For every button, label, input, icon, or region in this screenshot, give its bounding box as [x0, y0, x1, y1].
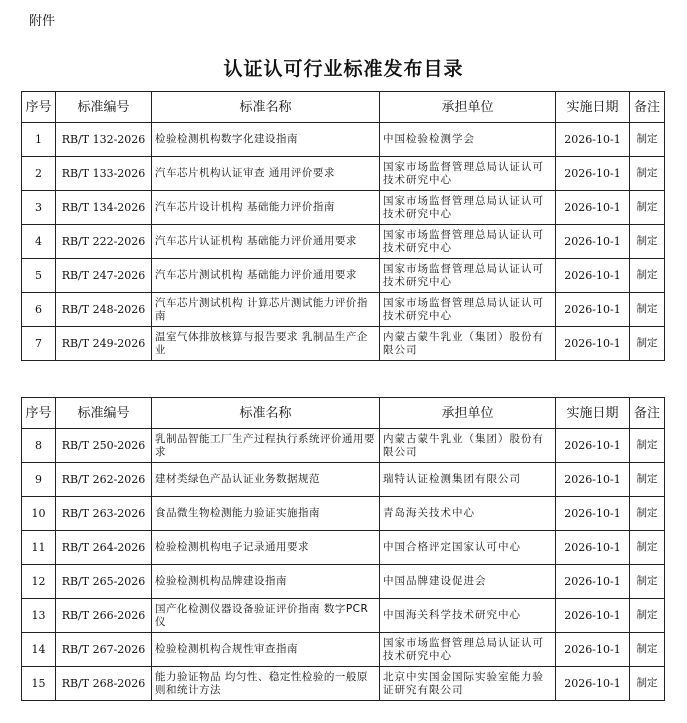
cell-responsible-unit: 中国品牌建设促进会: [380, 565, 556, 599]
col-header-remark: 备注: [630, 398, 665, 429]
table-header-row: [22, 92, 665, 123]
cell-standard-code: RB/T 265-2026: [56, 565, 152, 599]
cell-standard-name: 能力验证物品 均匀性、稳定性检验的一般原则和统计方法: [152, 667, 380, 701]
cell-responsible-unit: 瑞特认证检测集团有限公司: [380, 463, 556, 497]
document-title: 认证认可行业标准发布目录: [223, 58, 464, 80]
cell-responsible-unit: 北京中实国金国际实验室能力验证研究有限公司: [380, 667, 556, 701]
attachment-label: 附件: [29, 14, 56, 29]
cell-no: 13: [22, 599, 56, 633]
cell-responsible-unit: 国家市场监督管理总局认证认可技术研究中心: [380, 191, 556, 225]
col-header-unit: 承担单位: [380, 92, 556, 123]
col-header-remark: 备注: [630, 92, 665, 123]
cell-remark: 制定: [630, 123, 665, 157]
cell-implementation-date: 2026-10-1: [556, 259, 630, 293]
cell-standard-name: 汽车芯片机构认证审查 通用评价要求: [152, 157, 380, 191]
cell-remark: 制定: [630, 497, 665, 531]
cell-standard-name: 国产化检测仪器设备验证评价指南 数字PCR仪: [152, 599, 380, 633]
cell-implementation-date: 2026-10-1: [556, 327, 630, 361]
col-header-name: 标准名称: [152, 92, 380, 123]
cell-implementation-date: 2026-10-1: [556, 191, 630, 225]
cell-standard-code: RB/T 263-2026: [56, 497, 152, 531]
table-row: [22, 225, 665, 259]
cell-standard-code: RB/T 264-2026: [56, 531, 152, 565]
cell-standard-code: RB/T 133-2026: [56, 157, 152, 191]
table-row: [22, 157, 665, 191]
cell-standard-name: 检验检测机构品牌建设指南: [152, 565, 380, 599]
standards-table-part2: [21, 397, 665, 701]
cell-standard-name: 汽车芯片测试机构 基础能力评价通用要求: [152, 259, 380, 293]
cell-remark: 制定: [630, 531, 665, 565]
table-row: [22, 259, 665, 293]
col-header-date: 实施日期: [556, 398, 630, 429]
cell-no: 12: [22, 565, 56, 599]
cell-standard-code: RB/T 268-2026: [56, 667, 152, 701]
cell-no: 14: [22, 633, 56, 667]
cell-remark: 制定: [630, 225, 665, 259]
cell-standard-name: 温室气体排放核算与报告要求 乳制品生产企业: [152, 327, 380, 361]
cell-standard-code: RB/T 132-2026: [56, 123, 152, 157]
col-header-code: 标准编号: [56, 398, 152, 429]
cell-remark: 制定: [630, 191, 665, 225]
cell-standard-name: 汽车芯片测试机构 计算芯片测试能力评价指南: [152, 293, 380, 327]
cell-implementation-date: 2026-10-1: [556, 157, 630, 191]
cell-no: 8: [22, 429, 56, 463]
col-header-no: 序号: [22, 398, 56, 429]
cell-remark: 制定: [630, 599, 665, 633]
cell-standard-code: RB/T 134-2026: [56, 191, 152, 225]
cell-standard-name: 汽车芯片认证机构 基础能力评价通用要求: [152, 225, 380, 259]
cell-responsible-unit: 中国检验检测学会: [380, 123, 556, 157]
cell-standard-name: 汽车芯片设计机构 基础能力评价指南: [152, 191, 380, 225]
cell-remark: 制定: [630, 429, 665, 463]
table-row: [22, 463, 665, 497]
cell-implementation-date: 2026-10-1: [556, 225, 630, 259]
cell-standard-code: RB/T 248-2026: [56, 293, 152, 327]
table-row: [22, 633, 665, 667]
cell-remark: 制定: [630, 667, 665, 701]
cell-standard-code: RB/T 222-2026: [56, 225, 152, 259]
cell-implementation-date: 2026-10-1: [556, 633, 630, 667]
cell-responsible-unit: 国家市场监督管理总局认证认可技术研究中心: [380, 293, 556, 327]
cell-standard-name: 检验检测机构数字化建设指南: [152, 123, 380, 157]
cell-standard-code: RB/T 266-2026: [56, 599, 152, 633]
cell-implementation-date: 2026-10-1: [556, 123, 630, 157]
cell-remark: 制定: [630, 293, 665, 327]
table-header-row: [22, 398, 665, 429]
col-header-code: 标准编号: [56, 92, 152, 123]
cell-implementation-date: 2026-10-1: [556, 497, 630, 531]
cell-remark: 制定: [630, 327, 665, 361]
cell-no: 2: [22, 157, 56, 191]
cell-standard-code: RB/T 267-2026: [56, 633, 152, 667]
cell-standard-code: RB/T 262-2026: [56, 463, 152, 497]
cell-standard-code: RB/T 247-2026: [56, 259, 152, 293]
cell-no: 4: [22, 225, 56, 259]
standards-table-part1: [21, 91, 665, 361]
cell-no: 7: [22, 327, 56, 361]
table-row: [22, 191, 665, 225]
cell-remark: 制定: [630, 633, 665, 667]
col-header-date: 实施日期: [556, 92, 630, 123]
cell-responsible-unit: 内蒙古蒙牛乳业（集团）股份有限公司: [380, 429, 556, 463]
cell-responsible-unit: 国家市场监督管理总局认证认可技术研究中心: [380, 633, 556, 667]
cell-implementation-date: 2026-10-1: [556, 463, 630, 497]
cell-standard-code: RB/T 249-2026: [56, 327, 152, 361]
cell-standard-code: RB/T 250-2026: [56, 429, 152, 463]
col-header-no: 序号: [22, 92, 56, 123]
cell-responsible-unit: 青岛海关技术中心: [380, 497, 556, 531]
cell-responsible-unit: 中国合格评定国家认可中心: [380, 531, 556, 565]
col-header-name: 标准名称: [152, 398, 380, 429]
cell-no: 1: [22, 123, 56, 157]
table-row: [22, 565, 665, 599]
cell-no: 6: [22, 293, 56, 327]
cell-no: 3: [22, 191, 56, 225]
cell-no: 10: [22, 497, 56, 531]
cell-standard-name: 建材类绿色产品认证业务数据规范: [152, 463, 380, 497]
table-row: [22, 497, 665, 531]
table-row: [22, 667, 665, 701]
cell-remark: 制定: [630, 565, 665, 599]
cell-standard-name: 乳制品智能工厂生产过程执行系统评价通用要求: [152, 429, 380, 463]
col-header-unit: 承担单位: [380, 398, 556, 429]
cell-standard-name: 食品微生物检测能力验证实施指南: [152, 497, 380, 531]
cell-responsible-unit: 中国海关科学技术研究中心: [380, 599, 556, 633]
cell-standard-name: 检验检测机构电子记录通用要求: [152, 531, 380, 565]
table-row: [22, 327, 665, 361]
cell-remark: 制定: [630, 259, 665, 293]
table-row: [22, 123, 665, 157]
table-row: [22, 599, 665, 633]
cell-remark: 制定: [630, 463, 665, 497]
cell-no: 9: [22, 463, 56, 497]
cell-responsible-unit: 国家市场监督管理总局认证认可技术研究中心: [380, 157, 556, 191]
cell-implementation-date: 2026-10-1: [556, 531, 630, 565]
cell-implementation-date: 2026-10-1: [556, 293, 630, 327]
cell-remark: 制定: [630, 157, 665, 191]
table-row: [22, 531, 665, 565]
cell-implementation-date: 2026-10-1: [556, 667, 630, 701]
cell-responsible-unit: 内蒙古蒙牛乳业（集团）股份有限公司: [380, 327, 556, 361]
cell-no: 11: [22, 531, 56, 565]
cell-standard-name: 检验检测机构合规性审查指南: [152, 633, 380, 667]
cell-implementation-date: 2026-10-1: [556, 599, 630, 633]
cell-implementation-date: 2026-10-1: [556, 429, 630, 463]
table-row: [22, 293, 665, 327]
cell-responsible-unit: 国家市场监督管理总局认证认可技术研究中心: [380, 259, 556, 293]
table-row: [22, 429, 665, 463]
cell-implementation-date: 2026-10-1: [556, 565, 630, 599]
cell-responsible-unit: 国家市场监督管理总局认证认可技术研究中心: [380, 225, 556, 259]
cell-no: 5: [22, 259, 56, 293]
cell-no: 15: [22, 667, 56, 701]
